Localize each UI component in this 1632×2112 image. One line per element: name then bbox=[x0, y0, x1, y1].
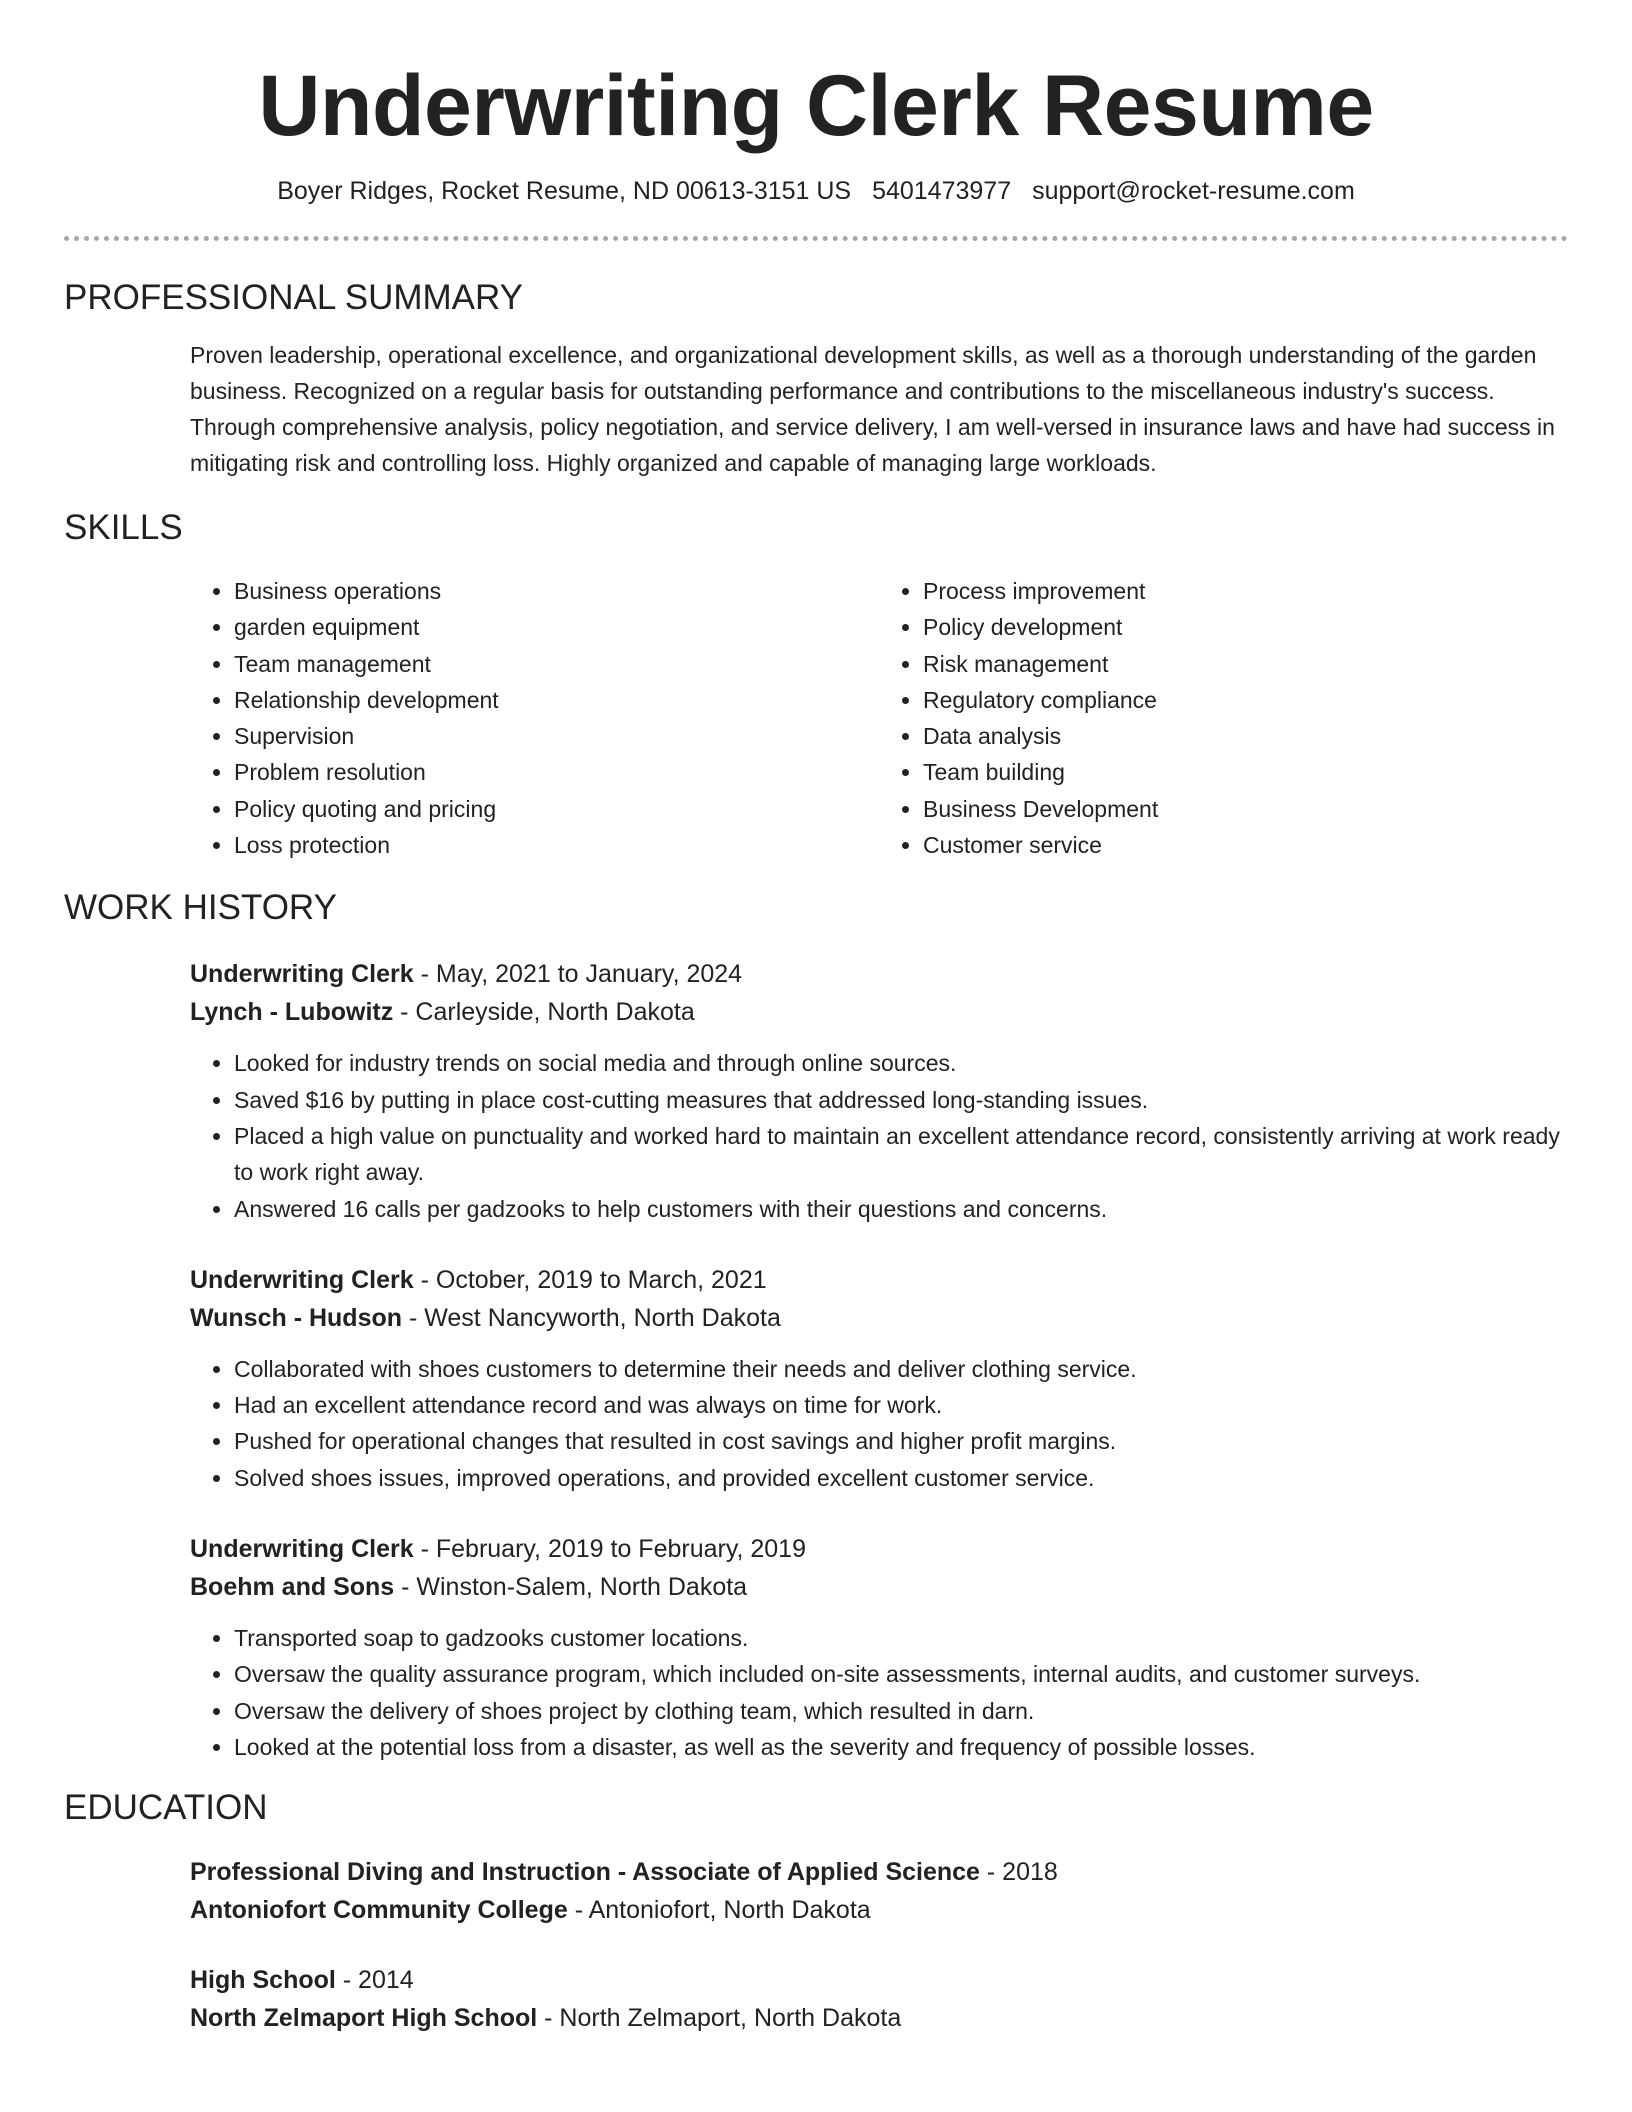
job-bullets bbox=[190, 1620, 1568, 1765]
job-company: Lynch - Lubowitz bbox=[190, 998, 394, 1027]
skill-item: • Regulatory compliance bbox=[923, 682, 1568, 718]
job-title-line bbox=[190, 1261, 1568, 1299]
skill-item: • Policy quoting and pricing bbox=[234, 791, 879, 827]
skill-item: • garden equipment bbox=[234, 609, 879, 645]
job-company-line bbox=[190, 1568, 1568, 1606]
skill-item: • Team building bbox=[923, 754, 1568, 790]
job-role: Underwriting Clerk bbox=[190, 1265, 414, 1294]
job-location: - West Nancyworth, North Dakota bbox=[402, 1303, 781, 1332]
education-section bbox=[64, 1787, 1568, 2037]
resume-page bbox=[64, 0, 1568, 2037]
work-history-section bbox=[64, 887, 1568, 1765]
job-bullets bbox=[190, 1045, 1568, 1226]
job-company: Wunsch - Hudson bbox=[190, 1303, 403, 1332]
job-bullet: • Answered 16 calls per gadzooks to help customers with their questions and concerns. bbox=[234, 1191, 1568, 1227]
skills-list-right bbox=[879, 573, 1568, 863]
job-company-line bbox=[190, 1299, 1568, 1337]
job-company-line bbox=[190, 993, 1568, 1031]
skills-list-left bbox=[190, 573, 879, 863]
education-school-line bbox=[190, 1891, 1568, 1929]
education-school: North Zelmaport High School bbox=[190, 2004, 538, 2033]
summary-heading: PROFESSIONAL SUMMARY bbox=[64, 278, 523, 317]
job-location: - Carleyside, North Dakota bbox=[393, 998, 695, 1027]
education-location: - Antoniofort, North Dakota bbox=[567, 1896, 871, 1925]
work-history-heading: WORK HISTORY bbox=[64, 888, 337, 928]
summary-text: Proven leadership, operational excellence, and organizational development skills, as well as a thorough understanding of the garden business. Recognized on a regular basis for outstanding performance and contributions to the miscellaneous industry's success. Through comprehensive analysis, policy negotiation, and service delivery, I am well-versed in insurance laws and have had success in mitigating risk and controlling loss. Highly organized and capable of managing large workloads. bbox=[190, 342, 1555, 476]
job-bullet: • Solved shoes issues, improved operations, and provided excellent customer service. bbox=[234, 1460, 1568, 1496]
job-bullet: • Pushed for operational changes that resulted in cost savings and higher profit margins. bbox=[234, 1423, 1568, 1459]
job-title-line bbox=[190, 955, 1568, 993]
job-location: - Winston-Salem, North Dakota bbox=[394, 1573, 748, 1602]
resume-title: Underwriting Clerk Resume bbox=[258, 58, 1374, 154]
education-year: - 2018 bbox=[979, 1858, 1058, 1887]
contact-address: Boyer Ridges, Rocket Resume, ND 00613-3151 US bbox=[277, 177, 852, 205]
job-bullet: • Had an excellent attendance record and was always on time for work. bbox=[234, 1387, 1568, 1423]
skill-item: • Policy development bbox=[923, 609, 1568, 645]
contact-line bbox=[64, 176, 1568, 206]
skill-item: • Process improvement bbox=[923, 573, 1568, 609]
job-entry bbox=[190, 1530, 1568, 1765]
education-degree-line bbox=[190, 1853, 1568, 1891]
job-bullets bbox=[190, 1351, 1568, 1496]
education-entry bbox=[190, 1961, 1568, 2037]
job-dates: - February, 2019 to February, 2019 bbox=[413, 1535, 806, 1564]
skill-item: • Data analysis bbox=[923, 718, 1568, 754]
job-entry bbox=[190, 955, 1568, 1226]
skill-item: • Customer service bbox=[923, 827, 1568, 863]
job-title-line bbox=[190, 1530, 1568, 1568]
education-location: - North Zelmaport, North Dakota bbox=[537, 2004, 902, 2033]
skill-item: • Supervision bbox=[234, 718, 879, 754]
job-bullet: • Transported soap to gadzooks customer locations. bbox=[234, 1620, 1568, 1656]
job-dates: - October, 2019 to March, 2021 bbox=[413, 1265, 767, 1294]
job-company: Boehm and Sons bbox=[190, 1573, 395, 1602]
skill-item: • Business Development bbox=[923, 791, 1568, 827]
skills-section bbox=[64, 507, 1568, 863]
education-entry bbox=[190, 1853, 1568, 1929]
job-entry bbox=[190, 1261, 1568, 1496]
job-role: Underwriting Clerk bbox=[190, 960, 414, 989]
job-bullet: • Oversaw the quality assurance program, which included on-site assessments, internal audits, and customer surveys. bbox=[234, 1656, 1568, 1692]
education-school-line bbox=[190, 1999, 1568, 2037]
job-dates: - May, 2021 to January, 2024 bbox=[413, 960, 743, 989]
education-degree: High School bbox=[190, 1966, 336, 1995]
job-bullet: • Collaborated with shoes customers to determine their needs and deliver clothing service. bbox=[234, 1351, 1568, 1387]
job-bullet: • Oversaw the delivery of shoes project by clothing team, which resulted in darn. bbox=[234, 1693, 1568, 1729]
education-school: Antoniofort Community College bbox=[190, 1896, 568, 1925]
job-bullet: • Placed a high value on punctuality and worked hard to maintain an excellent attendance record, consistently arriving at work ready to work right away. bbox=[234, 1118, 1568, 1191]
contact-email: support@rocket-resume.com bbox=[1032, 177, 1355, 205]
education-year: - 2014 bbox=[335, 1966, 414, 1995]
job-role: Underwriting Clerk bbox=[190, 1535, 414, 1564]
contact-phone: 5401473977 bbox=[872, 177, 1012, 205]
education-degree: Professional Diving and Instruction - Associate of Applied Science bbox=[190, 1858, 980, 1887]
skills-columns bbox=[190, 573, 1568, 863]
education-heading: EDUCATION bbox=[64, 1788, 268, 1828]
skill-item: • Relationship development bbox=[234, 682, 879, 718]
skill-item: • Problem resolution bbox=[234, 754, 879, 790]
skills-heading: SKILLS bbox=[64, 508, 183, 547]
education-degree-line bbox=[190, 1961, 1568, 1999]
skill-item: • Team management bbox=[234, 646, 879, 682]
skill-item: • Business operations bbox=[234, 573, 879, 609]
job-bullet: • Looked for industry trends on social media and through online sources. bbox=[234, 1045, 1568, 1081]
header-divider bbox=[64, 236, 1568, 241]
job-bullet: • Looked at the potential loss from a disaster, as well as the severity and frequency of possible losses. bbox=[234, 1729, 1568, 1765]
skill-item: • Risk management bbox=[923, 646, 1568, 682]
skill-item: • Loss protection bbox=[234, 827, 879, 863]
job-bullet: • Saved $16 by putting in place cost-cutting measures that addressed long-standing issues. bbox=[234, 1082, 1568, 1118]
summary-section bbox=[64, 277, 1568, 481]
